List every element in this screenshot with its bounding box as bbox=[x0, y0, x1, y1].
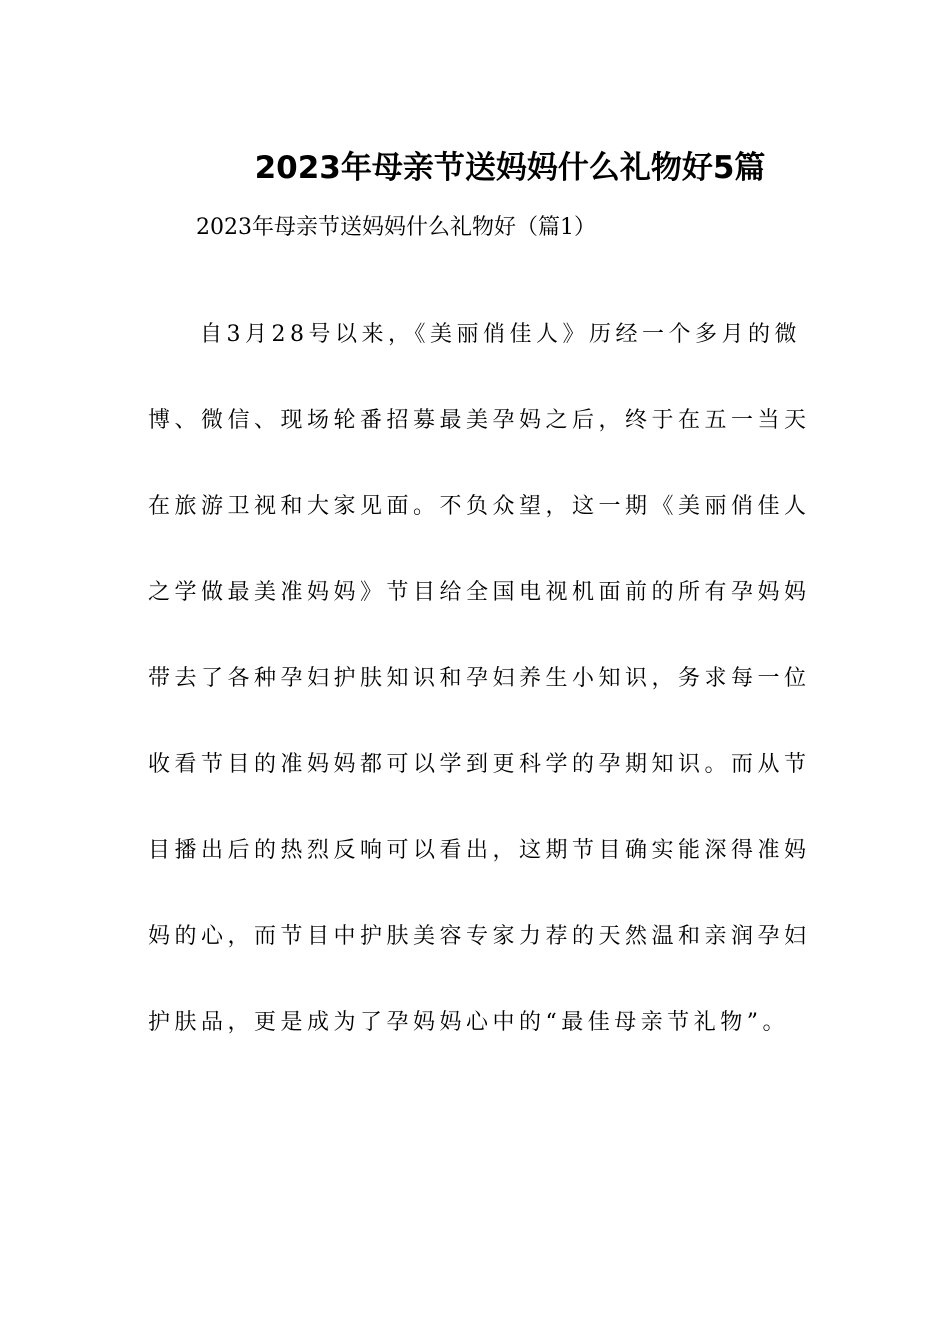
paragraph-line: 护肤品，更是成为了孕妈妈心中的“最佳母亲节礼物”。 bbox=[148, 1010, 789, 1035]
paragraph-line: 收看节目的准妈妈都可以学到更科学的孕期知识。而从节 bbox=[148, 752, 811, 777]
paragraph-line: 在旅游卫视和大家见面。不负众望，这一期《美丽俏佳人 bbox=[148, 494, 811, 519]
paragraph-line: 之学做最美准妈妈》节目给全国电视机面前的所有孕妈妈 bbox=[148, 580, 811, 605]
paragraph-line: 带去了各种孕妇护肤知识和孕妇养生小知识，务求每一位 bbox=[148, 666, 811, 691]
paragraph-line: 妈的心，而节目中护肤美容专家力荐的天然温和亲润孕妇 bbox=[148, 924, 811, 949]
paragraph-line: 博、微信、现场轮番招募最美孕妈之后，终于在五一当天 bbox=[148, 408, 811, 433]
document-title: 2023年母亲节送妈妈什么礼物好5篇 bbox=[254, 150, 766, 186]
paragraph-line: 自3月28号以来，《美丽俏佳人》历经一个多月的微 bbox=[200, 322, 801, 347]
paragraph-line: 目播出后的热烈反响可以看出，这期节目确实能深得准妈 bbox=[148, 838, 811, 863]
section-heading: 2023年母亲节送妈妈什么礼物好（篇1） bbox=[196, 215, 596, 240]
